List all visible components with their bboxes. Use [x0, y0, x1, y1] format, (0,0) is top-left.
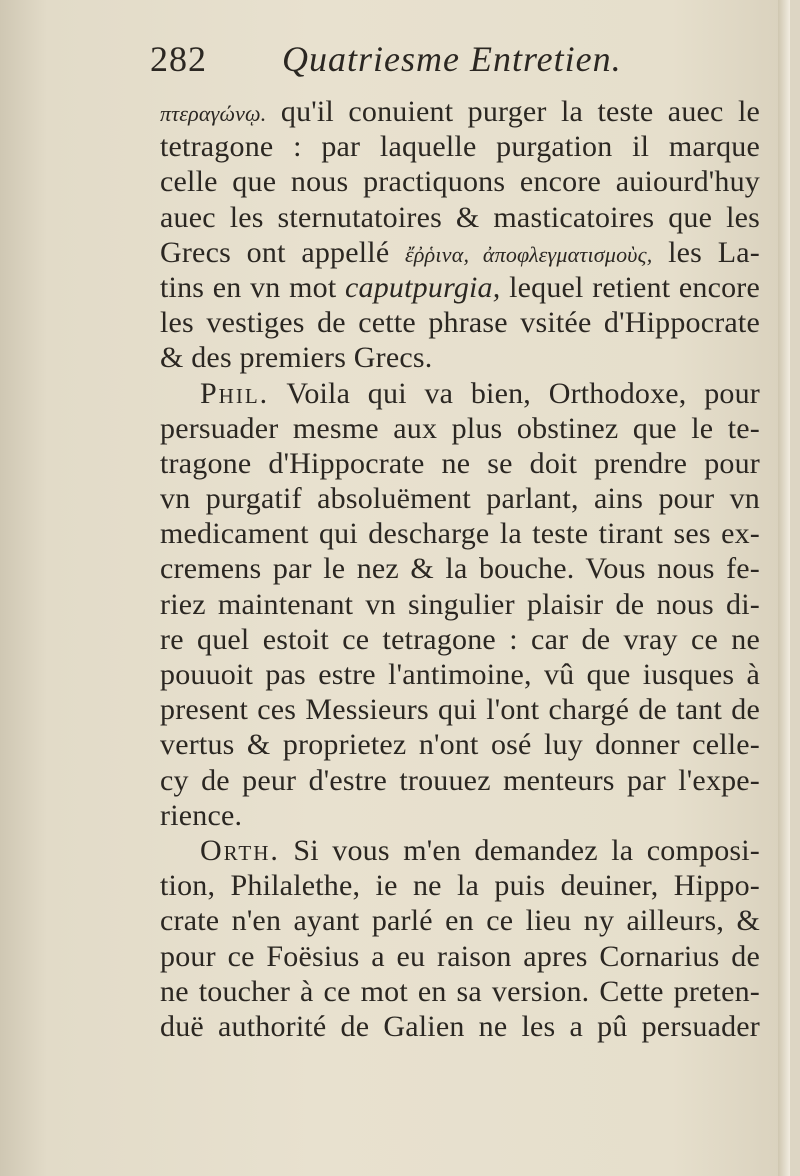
- text-span: cy de peur d'estre trouuez menteurs par l'expe-: [160, 763, 760, 797]
- text-span: vn purgatif absoluëment parlant, ains pour vn: [160, 482, 760, 516]
- greek-text: ἔῤῥινα, ἀποφλεγματισμοὺς,: [405, 241, 653, 267]
- text-span: rience.: [160, 798, 243, 832]
- text-span: celle que nous practiquons encore auiourd'huy: [160, 165, 760, 199]
- text-span: Grecs ont appellé: [160, 235, 406, 269]
- text-line: [160, 305, 760, 340]
- text-span: lequel retient encore: [500, 270, 760, 304]
- greek-text: πτεραγώνῳ.: [160, 101, 267, 126]
- text-span: pouuoit pas estre l'antimoine, vû que iusques à: [160, 658, 760, 691]
- text-span: Voila qui va bien, Orthodoxe, pour: [269, 376, 760, 410]
- text-span: present ces Messieurs qui l'ont chargé de tant de: [160, 693, 760, 727]
- text-line: [160, 622, 760, 657]
- text-span: medicament qui descharge la teste tirant ses ex-: [160, 517, 760, 551]
- text-line: [160, 481, 760, 516]
- page-header: [150, 38, 690, 90]
- speaker-name: Phil.: [200, 376, 270, 410]
- text-span: ne toucher à ce mot en sa version. Cette preten-: [160, 974, 760, 1008]
- text-line: [160, 411, 760, 446]
- text-span: cremens par le nez & la bouche. Vous nous fe-: [160, 552, 760, 586]
- page-number: 282: [150, 39, 207, 79]
- text-span: & des premiers Grecs.: [160, 341, 433, 375]
- text-line: [160, 833, 760, 868]
- body-text: [160, 94, 760, 1044]
- text-span: tins en vn mot: [160, 270, 346, 304]
- text-line: [160, 903, 760, 938]
- text-span: riez maintenant vn singulier plaisir de nous di-: [160, 587, 760, 621]
- text-line: [160, 798, 760, 833]
- text-span: duë authorité de Galien ne les a pû persuader: [160, 1009, 760, 1043]
- text-line: [160, 376, 760, 411]
- text-line: [160, 340, 760, 375]
- page-edge: [778, 0, 790, 1176]
- text-span: qu'il conuient purger la teste auec le: [266, 95, 760, 128]
- text-line: [160, 235, 760, 270]
- text-span: Si vous m'en demandez la composi-: [279, 833, 760, 867]
- text-line: [160, 868, 760, 903]
- text-span: tetragone : par laquelle purgation il marque: [160, 130, 760, 164]
- text-span: pour ce Foësius a eu raison apres Cornarius de: [160, 939, 760, 973]
- text-line: [160, 516, 760, 551]
- text-span: crate n'en ayant parlé en ce lieu ny ailleurs, &: [160, 904, 760, 938]
- text-line: [160, 551, 760, 586]
- running-head: Quatriesme Entretien.: [282, 39, 622, 79]
- text-line: [160, 94, 760, 129]
- text-span: les La-: [652, 235, 760, 269]
- text-line: [160, 164, 760, 199]
- text-span: les vestiges de cette phrase vsitée d'Hippocrate: [160, 306, 760, 340]
- text-span: tragone d'Hippocrate ne se doit prendre pour: [160, 446, 760, 480]
- text-line: [160, 200, 760, 235]
- text-line: [160, 974, 760, 1009]
- text-line: [160, 129, 760, 164]
- text-line: [160, 657, 760, 692]
- italic-term: caputpurgia,: [345, 270, 501, 304]
- text-span: tion, Philalethe, ie ne la puis deuiner, Hippo-: [160, 869, 760, 903]
- text-span: persuader mesme aux plus obstinez que le te-: [160, 411, 760, 445]
- text-span: vertus & proprietez n'ont osé luy donner celle-: [160, 728, 760, 762]
- text-line: [160, 939, 760, 974]
- text-line: [160, 692, 760, 727]
- text-line: [160, 1009, 760, 1044]
- speaker-name: Orth.: [200, 833, 280, 867]
- text-line: [160, 270, 760, 305]
- text-line: [160, 763, 760, 798]
- text-line: [160, 727, 760, 762]
- text-line: [160, 446, 760, 481]
- text-span: re quel estoit ce tetragone : car de vray ce ne: [160, 622, 760, 656]
- text-line: [160, 587, 760, 622]
- text-span: auec les sternutatoires & masticatoires que les: [160, 200, 760, 234]
